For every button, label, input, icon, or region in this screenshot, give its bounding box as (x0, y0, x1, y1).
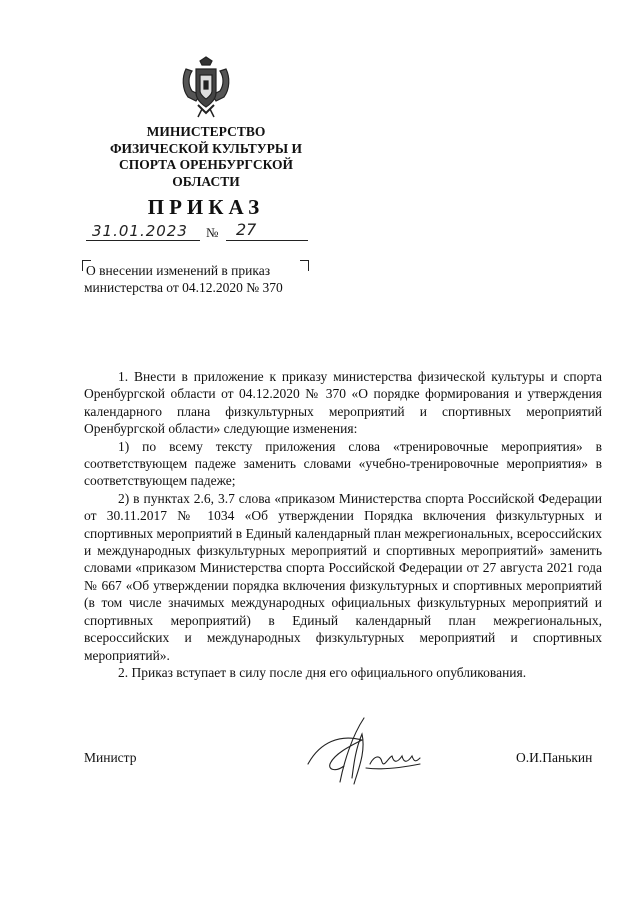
order-body (84, 368, 602, 681)
coat-of-arms-icon (178, 55, 234, 119)
org-line-4: ОБЛАСТИ (172, 173, 240, 189)
org-line-2: ФИЗИЧЕСКОЙ КУЛЬТУРЫ И (109, 140, 303, 156)
subject-line-2: министерства от 04.12.2020 № 370 (84, 280, 283, 295)
org-line-3: СПОРТА ОРЕНБУРГСКОЙ (118, 157, 294, 172)
paragraph-2: 1) по всему тексту приложения слова «тренировочные мероприятия» в соответствующем падеже заменить словами «учебно-тренировочные мероприятия» в соответствующем падеже; (84, 438, 602, 489)
date-number-row (86, 220, 316, 244)
paragraph-1: 1. Внести в приложение к приказу министерства физической культуры и спорта Оренбургской области от 04.12.2020 № 370 «О порядке формирования и утверждения календарного плана физкультурных мероприятий и спортивных мероприятий Оренбургской области» следующие изменения: (84, 369, 602, 437)
number-label: № (206, 225, 219, 240)
handwritten-signature (300, 712, 440, 792)
paragraph-4: 2. Приказ вступает в силу после дня его официального опубликования. (118, 664, 527, 680)
signatory-position: Министр (84, 750, 137, 765)
subject-block (84, 262, 310, 296)
org-line-1: МИНИСТЕРСТВО (146, 124, 266, 139)
paragraph-3: 2) в пунктах 2.6, 3.7 слова «приказом Министерства спорта Российской Федерации от 30.11.2017 № 1034 «Об утверждении Порядка включения физкультурных и спортивных мероприятий в Единый календарный план межрегиональных, всероссийских и международных физкультурных мероприятий и спортивных мероприятий» заменить словами «приказом Министерства спорта Российской Федерации от 27 августа 2021 года № 667 «Об утверждении порядка включения физкультурных и спортивных мероприятий (в том числе значимых международных официальных физкультурных мероприятий и спортивных мероприятий) в Единый календарный план межрегиональных, всероссийских и международных физкультурных мероприятий и спортивных мероприятий». (84, 490, 602, 663)
number-underline (226, 240, 308, 241)
date-underline (86, 240, 200, 241)
organization-name (80, 124, 332, 190)
subject-line-1: О внесении изменений в приказ (86, 263, 271, 278)
order-date: 31.01.2023 (92, 222, 188, 240)
signatory-name: О.И.Панькин (516, 750, 593, 765)
order-number: 27 (236, 220, 257, 239)
document-type-title: ПРИКАЗ (147, 195, 265, 219)
